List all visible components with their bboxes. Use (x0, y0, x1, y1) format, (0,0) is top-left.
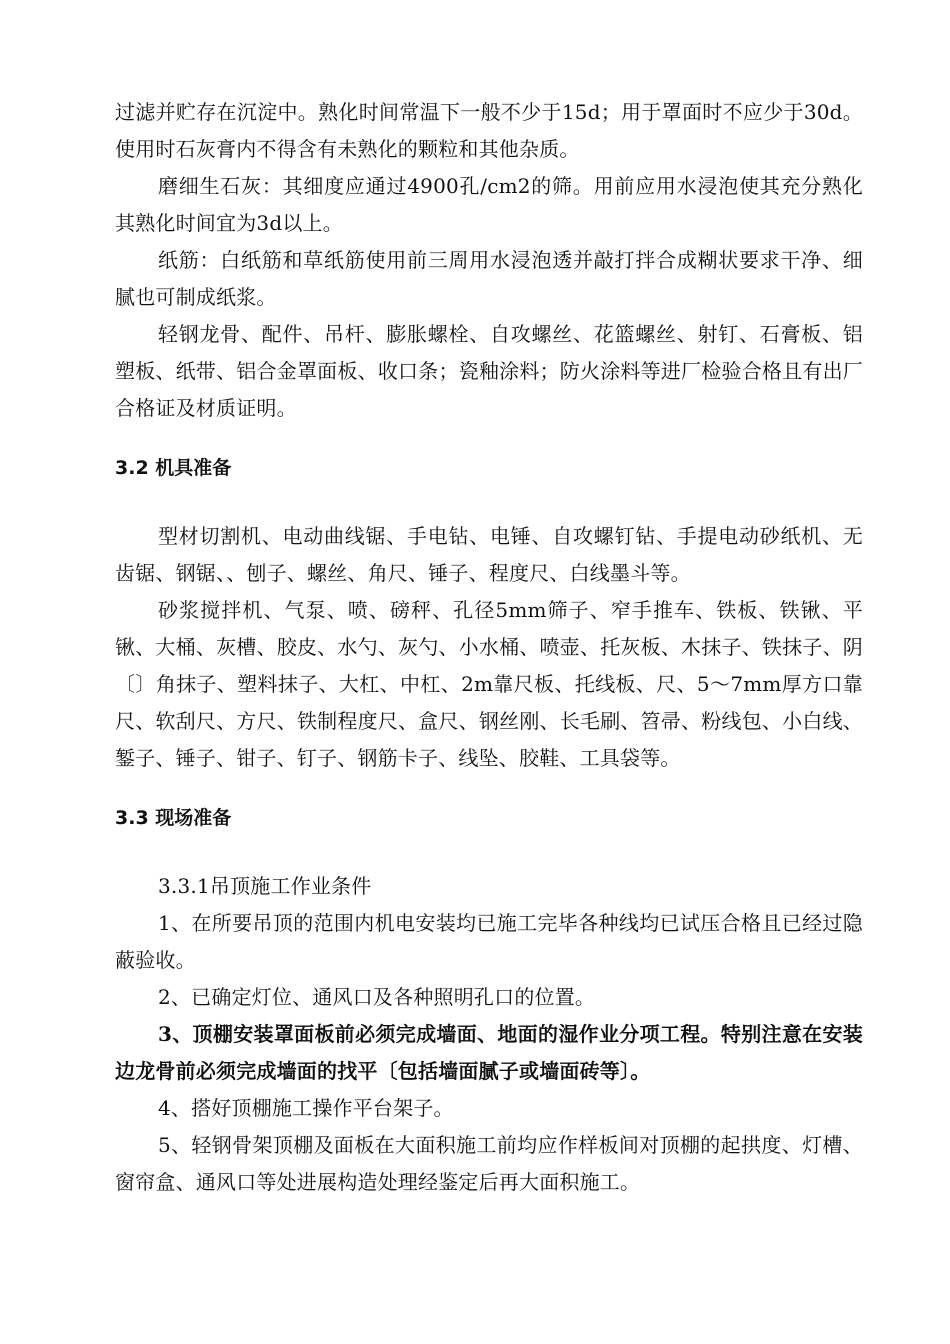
paragraph-light-steel-keel: 轻钢龙骨、配件、吊杆、膨胀螺栓、自攻螺丝、花篮螺丝、射钉、石膏板、铝塑板、纸带、铝合金罩面板、收口条；瓷釉涂料；防火涂料等进厂检验合格且有出厂合格证及材质证明。 (115, 322, 863, 420)
list-item-5: 5、轻钢骨架顶棚及面板在大面积施工前均应作样板间对顶棚的起拱度、灯槽、窗帘盒、通风口等处进展构造处理经鉴定后再大面积施工。 (115, 1133, 863, 1194)
paragraph-plaster-tools: 砂浆搅拌机、气泵、喷、磅秤、孔径5mm筛子、窄手推车、铁板、铁锹、平锹、大桶、灰槽、胶皮、水勺、灰勺、小水桶、喷壶、托灰板、木抹子、铁抹子、阴〔〕角抹子、塑料抹子、大杠、中杠、2m靠尺板、托线板、尺、5～7mm厚方口靠尺、软刮尺、方尺、铁制程度尺、盒尺、钢丝刚、长毛刷、笤帚、粉线包、小白线、錾子、锤子、钳子、钉子、钢筋卡子、线坠、胶鞋、工具袋等。 (115, 598, 863, 770)
heading-section-3-2: 3.2 机具准备 (115, 457, 232, 479)
document-page (115, 94, 863, 1201)
list-item-4: 4、搭好顶棚施工操作平台架子。 (158, 1096, 454, 1120)
heading-section-3-3: 3.3 现场准备 (115, 807, 232, 829)
list-item-3-bold: 3、顶棚安装罩面板前必须完成墙面、地面的湿作业分项工程。特别注意在安装边龙骨前必须完成墙面的找平〔包括墙面腻子或墙面砖等〕。 (115, 1022, 863, 1083)
list-item-2: 2、已确定灯位、通风口及各种照明孔口的位置。 (158, 985, 596, 1009)
paragraph-ground-quicklime: 磨细生石灰：其细度应通过4900孔/cm2的筛。用前应用水浸泡使其充分熟化其熟化时间宜为3d以上。 (115, 174, 863, 235)
paragraph-paper-fiber: 纸筋：白纸筋和草纸筋使用前三周用水浸泡透并敲打拌合成糊状要求干净、细腻也可制成纸浆。 (115, 248, 863, 309)
paragraph-lime-putty: 过滤并贮存在沉淀中。熟化时间常温下一般不少于15d；用于罩面时不应少于30d。使用时石灰膏内不得含有未熟化的颗粒和其他杂质。 (115, 100, 863, 161)
list-item-1: 1、在所要吊顶的范围内机电安装均已施工完毕各种线均已试压合格且已经过隐蔽验收。 (115, 911, 863, 972)
subheading-3-3-1: 3.3.1吊顶施工作业条件 (158, 874, 372, 898)
paragraph-machine-tools: 型材切割机、电动曲线锯、手电钻、电锤、自攻螺钉钻、手提电动砂纸机、无齿锯、钢锯、、刨子、螺丝、角尺、锤子、程度尺、白线墨斗等。 (115, 524, 863, 585)
